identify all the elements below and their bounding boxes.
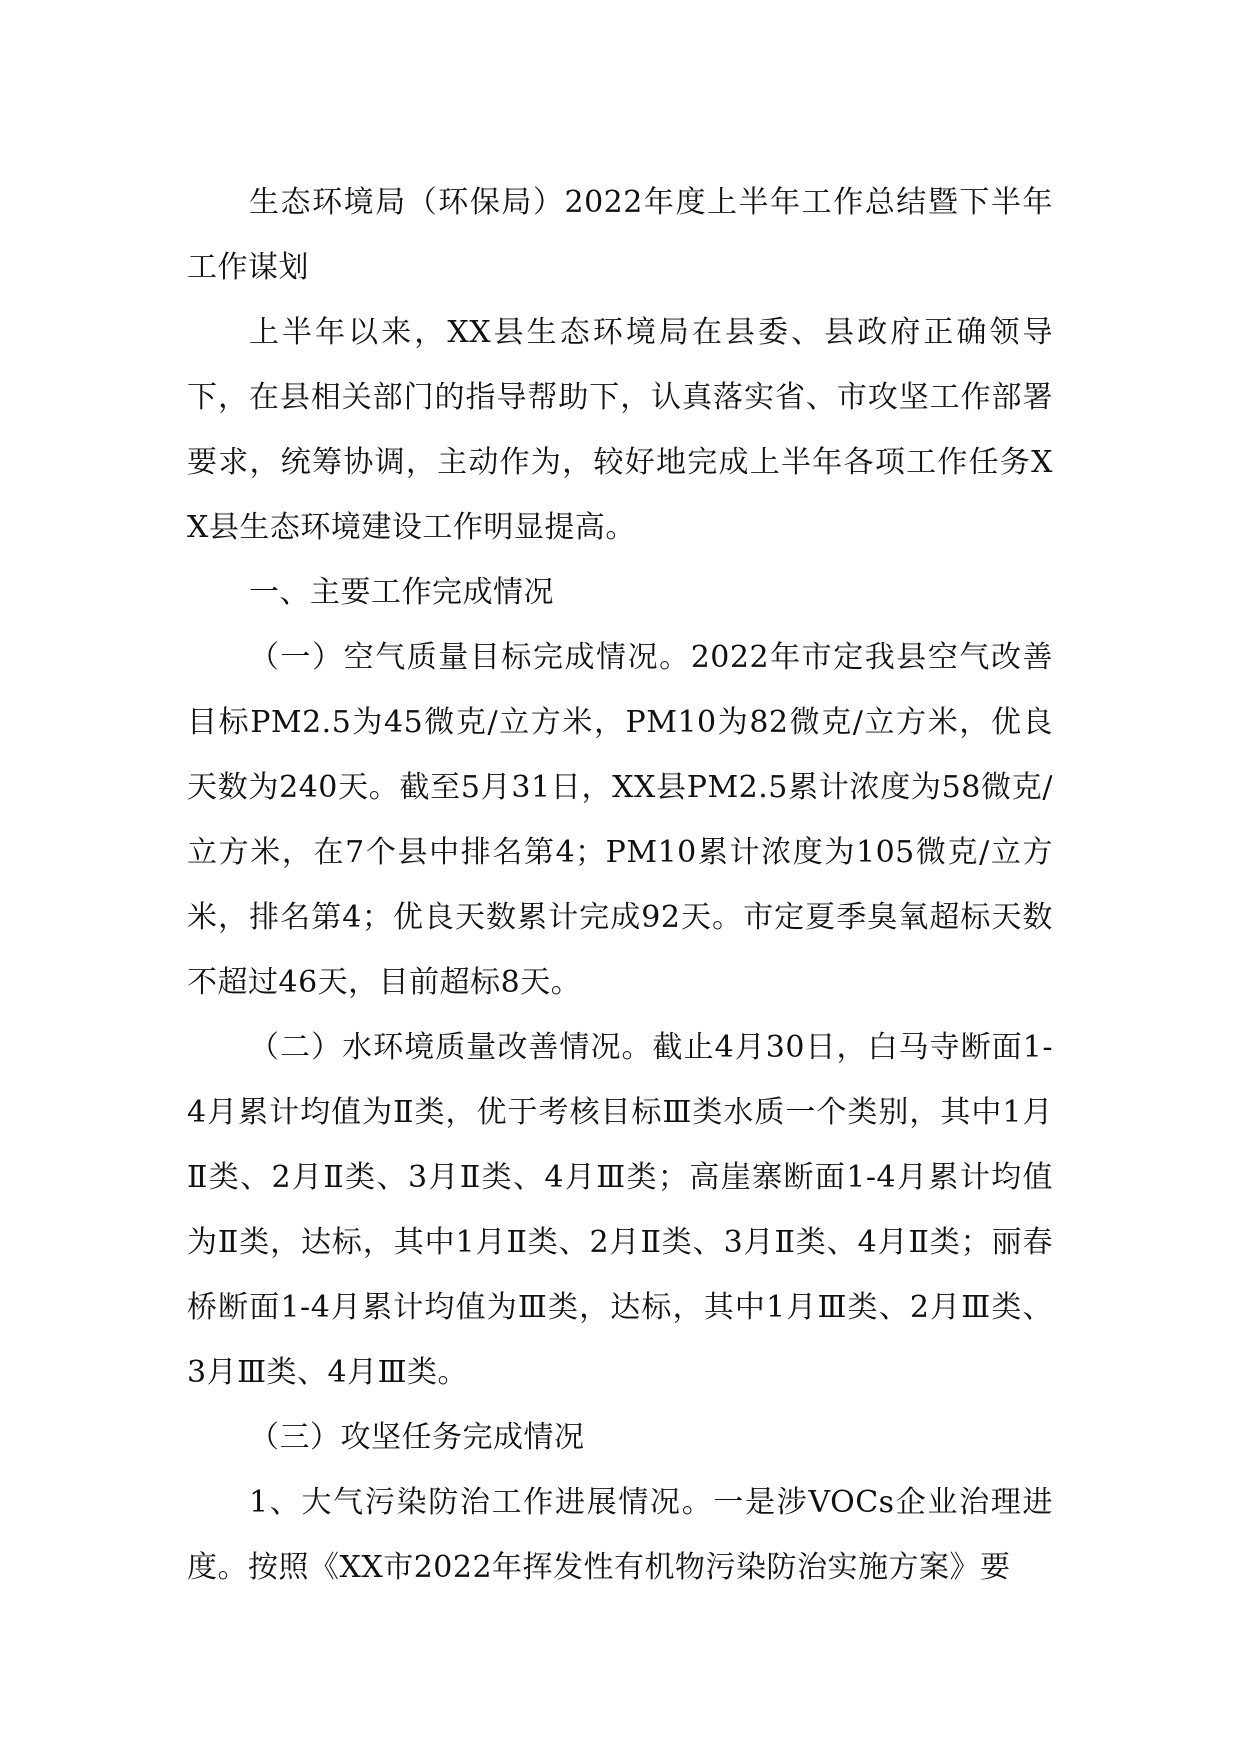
section-heading-main-work: 一、主要工作完成情况: [249, 575, 554, 610]
paragraph-water-quality: （二）水环境质量改善情况。截止4月30日，白马寺断面1-4月累计均值为Ⅱ类，优于考核目标Ⅲ类水质一个类别，其中1月Ⅱ类、2月Ⅱ类、3月Ⅱ类、4月Ⅲ类；高崖寨断面1-4月累计均值为Ⅱ类，达标，其中1月Ⅱ类、2月Ⅱ类、3月Ⅱ类、4月Ⅱ类；丽春桥断面1-4月累计均值为Ⅲ类，达标，其中1月Ⅲ类、2月Ⅲ类、3月Ⅲ类、4月Ⅲ类。: [187, 1030, 1053, 1390]
paragraph-air-pollution: 1、大气污染防治工作进展情况。一是涉VOCs企业治理进度。按照《XX市2022年挥发性有机物污染防治实施方案》要: [187, 1485, 1053, 1585]
paragraph-intro: 上半年以来，XX县生态环境局在县委、县政府正确领导下，在县相关部门的指导帮助下，认真落实省、市攻坚工作部署要求，统筹协调，主动作为，较好地完成上半年各项工作任务XX县生态环境建设工作明显提高。: [187, 315, 1053, 545]
subheading-tasks: （三）攻坚任务完成情况: [249, 1420, 585, 1455]
document-page: [187, 170, 1053, 1600]
paragraph-air-quality: （一）空气质量目标完成情况。2022年市定我县空气改善目标PM2.5为45微克/立方米，PM10为82微克/立方米，优良天数为240天。截至5月31日，XX县PM2.5累计浓度为58微克/立方米，在7个县中排名第4；PM10累计浓度为105微克/立方米，排名第4；优良天数累计完成92天。市定夏季臭氧超标天数不超过46天，目前超标8天。: [187, 640, 1053, 1000]
document-title: 生态环境局（环保局）2022年度上半年工作总结暨下半年工作谋划: [187, 185, 1053, 285]
